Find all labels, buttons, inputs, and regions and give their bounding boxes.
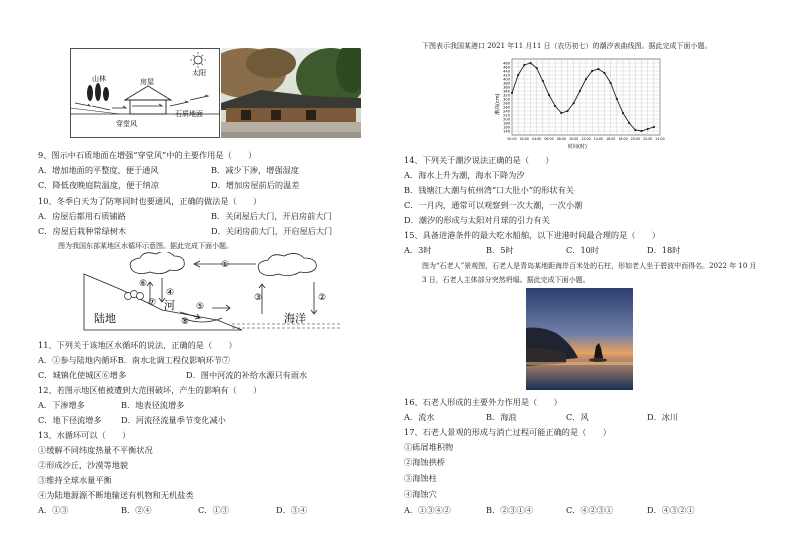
x-tick-label: 24:00 (655, 137, 665, 141)
q17-item-1: ①砾屑堆积物 (404, 442, 454, 452)
tide-point (529, 62, 531, 64)
q13-item-3: ③维持全球水量平衡 (38, 475, 112, 485)
house-photo (221, 48, 361, 138)
q10-option-b: B．关闭屋后大门，开启房前大门 (211, 211, 332, 221)
q17-option-a: A．①③④② (404, 505, 451, 515)
x-tick-label: 18:00 (618, 137, 628, 141)
q9-option-a: A．增加地面的平整度，便于通风 (38, 165, 159, 175)
q14-option-a: A．海水上升为潮，海水下降为汐 (404, 170, 525, 180)
tide-point (610, 82, 612, 84)
q10-option-d: D．关闭房前大门，开启屋后大门 (211, 226, 333, 236)
x-tick-label: 14:00 (593, 137, 603, 141)
q17-item-4: ④海蚀穴 (404, 489, 437, 499)
tide-point (579, 90, 581, 92)
q16-option-a: A．流水 (404, 412, 435, 422)
tide-point (622, 112, 624, 114)
tide-point (603, 72, 605, 74)
label-2: ② (318, 293, 327, 303)
y-tick-label: 340 (503, 89, 510, 94)
q15-option-d: D．18时 (647, 245, 681, 255)
tide-point (640, 130, 642, 132)
ventilation-diagram (70, 48, 220, 138)
q12-option-b: B．地表径流增多 (121, 400, 185, 410)
x-tick-label: 04:00 (532, 137, 542, 141)
q13-item-1: ①缓解不同纬度热量不平衡状况 (38, 445, 153, 455)
q10-option-c: C．房屋后栽种常绿树木 (38, 226, 127, 236)
y-tick-label: 480 (503, 61, 510, 66)
q15-stem: 15、具备进港条件的最大吃水船舶，以下进港时间最合理的是（ ） (404, 230, 661, 240)
y-tick-label: 160 (503, 125, 510, 130)
land-label: 陆地 (94, 312, 116, 325)
q15-option-a: A．3时 (404, 245, 432, 255)
q16-stem: 16、石老人形成的主要外力作用是（ ） (404, 397, 562, 407)
tide-point (634, 129, 636, 131)
y-tick-label: 360 (503, 85, 510, 90)
sun-label: 太阳 (192, 69, 206, 77)
q13-option-c: C．①③ (198, 505, 229, 515)
q12-option-d: D．河流径流量季节变化减小 (121, 415, 226, 425)
stone-old-man-photo (526, 288, 633, 390)
x-tick-label: 16:00 (606, 137, 616, 141)
q9-option-d: D．增加房屋前后的温差 (211, 180, 300, 190)
tide-point (597, 68, 599, 70)
q13-option-a: A．①③ (38, 505, 69, 515)
q12-option-c: C．地下径流增多 (38, 415, 102, 425)
x-tick-label: 12:00 (581, 137, 591, 141)
x-tick-label: 10:00 (569, 137, 579, 141)
tide-intro: 下图表示我国某港口 2021 年11 月11 日（农历初七）的潮汐表曲线图。据此完成下面小题。 (422, 42, 712, 50)
label-8: ⑧ (181, 317, 190, 327)
q14-option-b: B．钱塘江大潮与杭州湾“口大肚小”的形状有关 (404, 185, 574, 195)
q15-option-c: C．10时 (566, 245, 600, 255)
q13-stem: 13、水循环可以（ ） (38, 430, 131, 440)
tide-chart (490, 55, 665, 150)
tide-point (653, 126, 655, 128)
q17-option-b: B．②③①④ (486, 505, 533, 515)
y-tick-label: 140 (503, 129, 510, 134)
y-tick-label: 300 (503, 97, 510, 102)
q11-option-d: D．图中河流的补给水源只有雨水 (186, 370, 308, 380)
label-1: ① (221, 260, 230, 270)
q17-item-2: ②海蚀拱桥 (404, 457, 445, 467)
q14-option-c: C．一月内，通常可以观察到一次大潮，一次小潮 (404, 200, 583, 210)
q9-option-b: B．减少下渗，增强湿度 (211, 165, 299, 175)
tide-point (536, 67, 538, 69)
q11-stem: 11、下列关于该地区水循环的说法，正确的是（ ） (38, 340, 237, 350)
q17-stem: 17、石老人景观的形成与消亡过程可能正确的是（ ） (404, 427, 611, 437)
wind-label: 穿堂风 (116, 120, 137, 128)
x-tick-label: 20:00 (630, 137, 640, 141)
y-tick-label: 220 (503, 113, 510, 118)
y-tick-label: 320 (503, 93, 510, 98)
stone-ground-label: 石质地面 (175, 110, 203, 118)
y-tick-label: 460 (503, 65, 510, 70)
x-tick-label: 02:00 (519, 137, 529, 141)
tide-point (523, 64, 525, 66)
y-tick-label: 380 (503, 81, 510, 86)
q14-option-d: D．潮汐的形成与太阳对月球的引力有关 (404, 215, 550, 225)
mountain-label: 山林 (92, 75, 106, 83)
water-cycle-diagram (82, 252, 342, 332)
q12-stem: 12、若图示地区植被遭到大范围破坏，产生的影响有（ ） (38, 385, 262, 395)
x-tick-label: 06:00 (544, 137, 554, 141)
label-6: ⑥ (139, 279, 148, 289)
q11-option-a: A．①参与陆地内循环B．南水北调工程仅影响环节⑦ (38, 355, 231, 365)
tide-point (560, 112, 562, 114)
tide-point (616, 98, 618, 100)
tide-point (542, 80, 544, 82)
tide-point (585, 78, 587, 80)
y-tick-label: 200 (503, 117, 510, 122)
q16-option-b: B．海浪 (486, 412, 517, 422)
x-tick-label: 00:00 (507, 137, 517, 141)
tide-point (566, 110, 568, 112)
rock-intro: 图为“石老人”景观图，石老人是青岛某地距海岸百米处的石柱，形如老人坐于碧波中而得名。2022 年 10 月 3 日，石老人主体部分突然坍塌。据此完成下面小题。 (422, 262, 757, 284)
water-cycle-intro: 图为我国东部某地区水循环示意图。据此完成下面小题。 (58, 242, 233, 250)
q11-option-c: C．城镇化使城区⑥增多 (38, 370, 127, 380)
label-7: ⑦ (148, 298, 157, 308)
ocean-label: 海洋 (284, 312, 306, 325)
q13-option-b: B．②④ (121, 505, 152, 515)
q10-stem: 10、冬季白天为了防寒同时也要通风，正确的做法是（ ） (38, 196, 262, 206)
q14-stem: 14、下列关于潮汐说法正确的是（ ） (404, 155, 554, 165)
q17-option-c: C．④②③① (566, 505, 614, 515)
tide-point (647, 128, 649, 130)
q10-option-a: A．房屋后都用石质铺路 (38, 211, 126, 221)
house-label: 房屋 (140, 78, 154, 86)
y-tick-label: 420 (503, 73, 510, 78)
tide-point (628, 122, 630, 124)
label-4: ④ (166, 288, 175, 298)
y-tick-label: 260 (503, 105, 510, 110)
chart-ylabel: 潮高(cm) (495, 93, 501, 115)
y-tick-label: 440 (503, 69, 510, 74)
y-tick-label: 280 (503, 101, 510, 106)
x-tick-label: 08:00 (556, 137, 566, 141)
chart-xlabel: 时间(时) (568, 144, 587, 150)
q13-item-2: ②形成沙丘，沙漠等地貌 (38, 460, 129, 470)
tide-point (573, 102, 575, 104)
river-label: 河 (164, 299, 175, 312)
q13-item-4: ④为陆地源源不断地输送有机物和无机盐类 (38, 490, 194, 500)
q13-option-d: D．③④ (276, 505, 308, 515)
q17-item-3: ③海蚀柱 (404, 473, 437, 483)
q16-option-d: D．冰川 (647, 412, 679, 422)
tide-point (591, 70, 593, 72)
tide-point (554, 105, 556, 107)
y-tick-label: 180 (503, 121, 510, 126)
label-3: ③ (254, 293, 263, 303)
q15-option-b: B．5时 (486, 245, 514, 255)
q9-option-c: C．降低夜晚庭院温度，便于纳凉 (38, 180, 159, 190)
q16-option-c: C．风 (566, 412, 589, 422)
x-tick-label: 22:00 (643, 137, 653, 141)
tide-point (517, 74, 519, 76)
y-tick-label: 400 (503, 77, 510, 82)
q12-option-a: A．下渗增多 (38, 400, 85, 410)
label-5: ⑤ (196, 302, 205, 312)
q17-option-d: D．④③②① (647, 505, 695, 515)
q9-stem: 9、图示中石质地面在增强“穿堂风”中的主要作用是（ ） (38, 150, 257, 160)
tide-point (511, 92, 513, 94)
y-tick-label: 240 (503, 109, 510, 114)
tide-point (548, 94, 550, 96)
